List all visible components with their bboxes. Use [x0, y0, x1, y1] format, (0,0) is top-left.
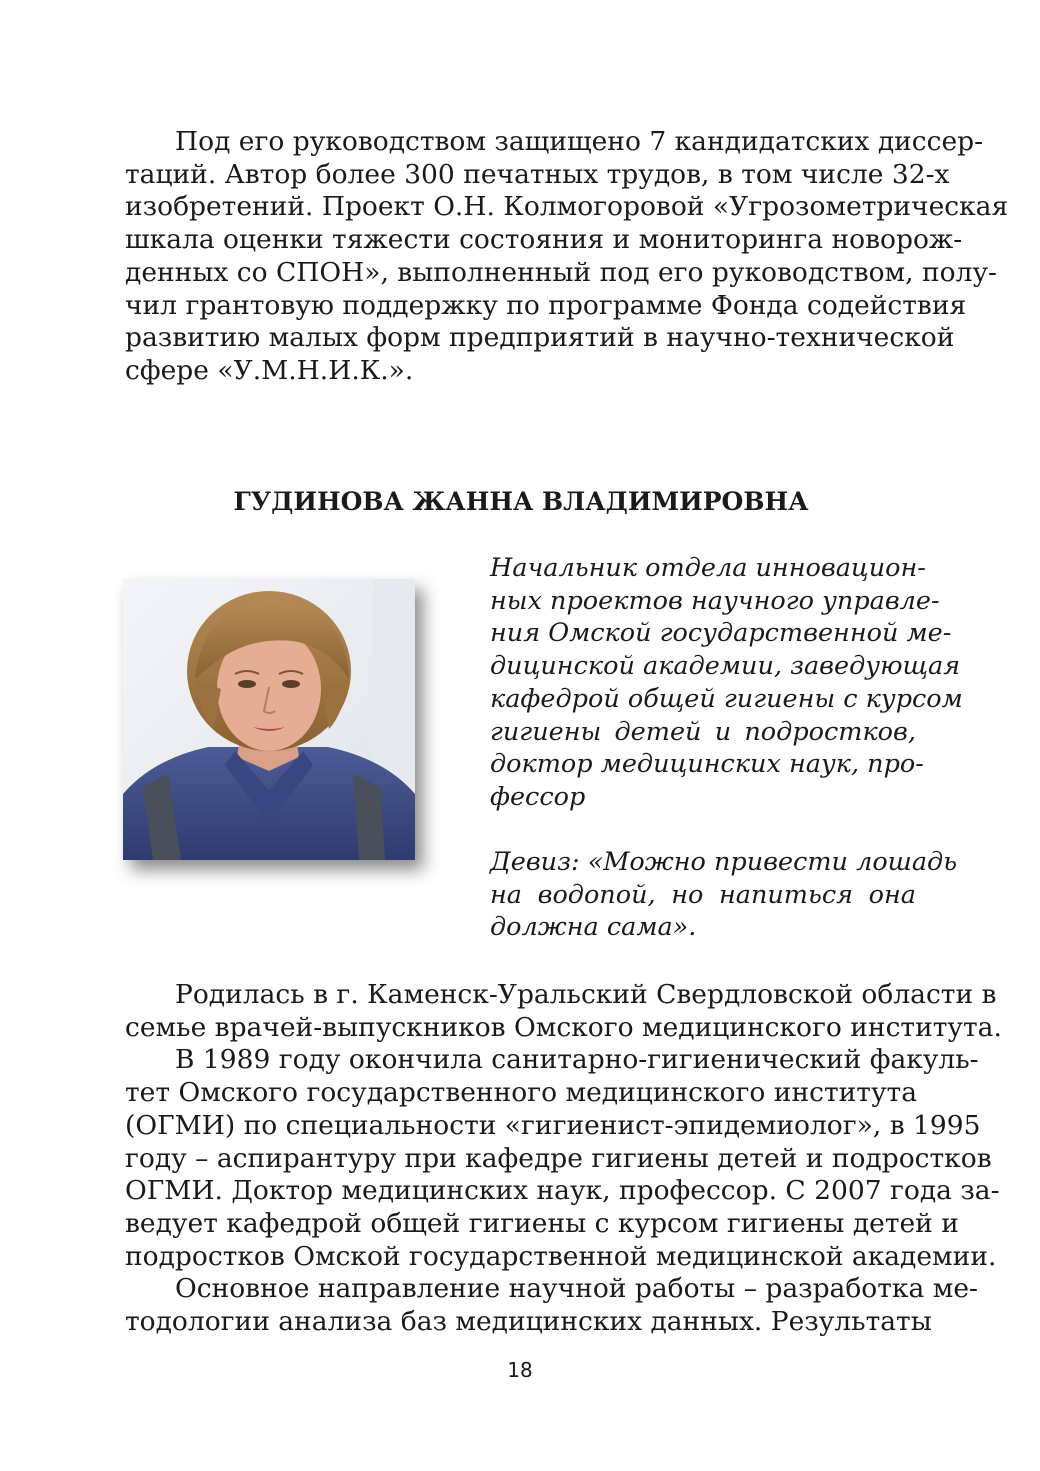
- text-line: шкала оценки тяжести состояния и мониторинга новорож-: [125, 224, 963, 256]
- text-line: таций. Автор более 300 печатных трудов, в том числе 32-х: [125, 158, 950, 190]
- motto: [490, 846, 958, 944]
- text-line: Начальник отдела инновацион-: [490, 553, 926, 583]
- text-line: подростков Омской государственной медицинской академии.: [125, 1240, 997, 1272]
- text-line: доктор медицинских наук, про-: [490, 749, 924, 780]
- text-line: развитию малых форм предприятий в научно-технической: [125, 322, 955, 354]
- biography-paragraph: [125, 979, 1002, 1339]
- text-line: Основное направление научной работы – разработка ме-: [175, 1273, 978, 1305]
- text-line: ОГМИ. Доктор медицинских наук, профессор. С 2007 года за-: [125, 1175, 1000, 1207]
- text-line: Девиз: «Можно привести лошадь: [490, 847, 958, 877]
- intro-paragraph: [125, 126, 1009, 388]
- text-line: сфере «У.М.Н.И.К.».: [125, 354, 414, 386]
- text-line: году – аспирантуру при кафедре гигиены детей и подростков: [125, 1142, 992, 1174]
- text-line: (ОГМИ) по специальности «гигиенист-эпидемиолог», в 1995: [125, 1109, 981, 1141]
- text-line: семье врачей-выпускников Омского медицинского института.: [125, 1011, 1002, 1043]
- text-line: ведует кафедрой общей гигиены с курсом гигиены детей и: [125, 1207, 959, 1239]
- person-name-heading: ГУДИНОВА ЖАННА ВЛАДИМИРОВНА: [233, 487, 809, 516]
- text-line: кафедрой общей гигиены с курсом: [490, 683, 963, 714]
- text-line: Под его руководством защищено 7 кандидатских диссер-: [175, 126, 984, 157]
- text-line: В 1989 году окончила санитарно-гигиенический факуль-: [175, 1044, 979, 1076]
- text-line: ния Омской государственной ме-: [490, 618, 952, 649]
- text-line: тет Омского государственного медицинского института: [125, 1077, 917, 1109]
- position-description: [490, 552, 963, 814]
- page-number: 18: [507, 1358, 533, 1382]
- text-line: дицинской академии, заведующая: [490, 651, 961, 682]
- text-line: тодологии анализа баз медицинских данных. Результаты: [125, 1306, 932, 1338]
- text-line: чил грантовую поддержку по программе Фонда содействия: [125, 289, 967, 321]
- text-line: на водопой, но напиться она: [490, 879, 916, 910]
- text-line: фессор: [490, 781, 586, 812]
- portrait-illustration: [123, 579, 415, 860]
- text-line: должна сама».: [490, 912, 697, 943]
- text-line: Родилась в г. Каменск-Уральский Свердловской области в: [175, 979, 997, 1010]
- text-line: изобретений. Проект О.Н. Колмогоровой «Угрозометрическая: [125, 191, 1009, 223]
- text-line: денных со СПОН», выполненный под его руководством, полу-: [125, 256, 997, 288]
- text-line: гигиены детей и подростков,: [490, 716, 916, 747]
- portrait-photo: [123, 579, 415, 860]
- text-line: ных проектов научного управле-: [490, 585, 940, 616]
